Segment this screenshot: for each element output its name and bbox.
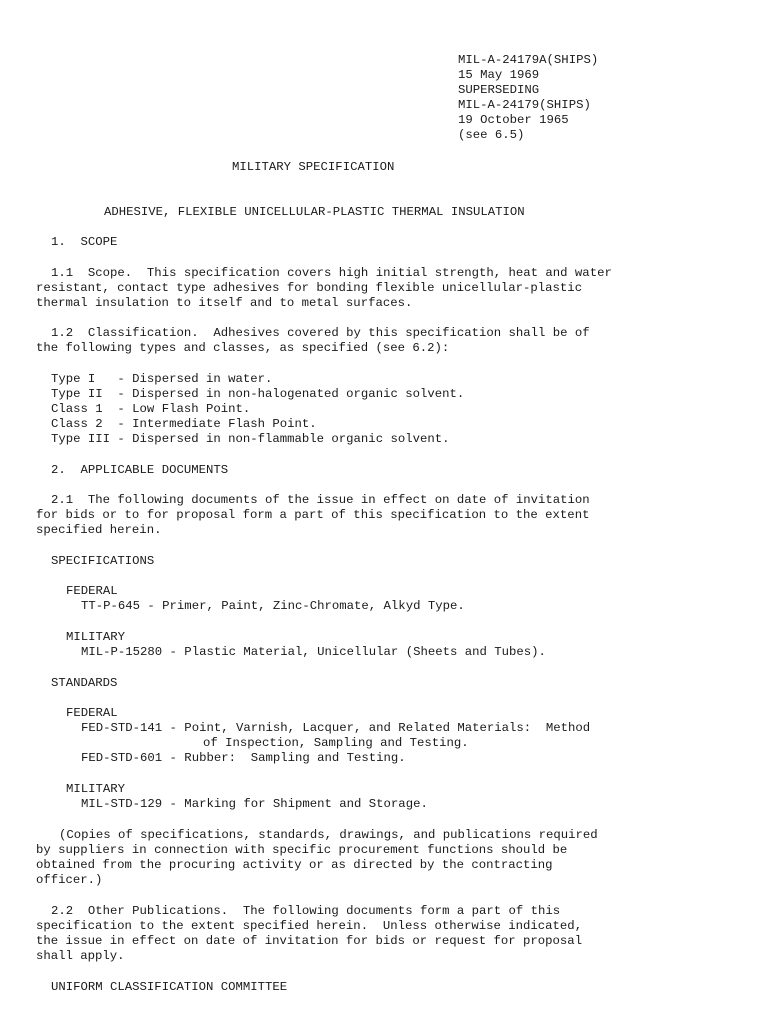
superseded-number: MIL-A-24179(SHIPS) [458,98,591,112]
see-note: (see 6.5) [458,128,525,142]
text-line: thermal insulation to itself and to metal surfaces. [36,296,413,310]
text-line: 1.2 Classification. Adhesives covered by this specification shall be of [51,326,590,340]
text-line: the following types and classes, as specified (see 6.2): [36,341,450,355]
text-line: shall apply. [36,949,125,963]
list-item: Type II - Dispersed in non-halogenated organic solvent. [51,387,465,401]
text-line: resistant, contact type adhesives for bonding flexible unicellular-plastic [36,281,583,295]
text-line: for bids or to for proposal form a part of this specification to the extent [36,508,590,522]
military-label: MILITARY [66,782,126,796]
reference-tt-p-645: TT-P-645 - Primer, Paint, Zinc-Chromate, Alkyd Type. [81,599,465,613]
federal-label: FEDERAL [66,584,118,598]
list-item: Type I - Dispersed in water. [51,372,273,386]
doc-title: ADHESIVE, FLEXIBLE UNICELLULAR-PLASTIC THERMAL INSULATION [104,205,525,219]
ucc-heading: UNIFORM CLASSIFICATION COMMITTEE [51,980,288,994]
section-1-heading: 1. SCOPE [51,235,118,249]
reference-mil-p-15280: MIL-P-15280 - Plastic Material, Unicellular (Sheets and Tubes). [81,645,546,659]
text-line: specification to the extent specified herein. Unless otherwise indicated, [36,919,583,933]
reference-mil-std-129: MIL-STD-129 - Marking for Shipment and Storage. [81,797,428,811]
text-line: specified herein. [36,523,162,537]
section-2-heading: 2. APPLICABLE DOCUMENTS [51,463,229,477]
reference-fed-std-141: FED-STD-141 - Point, Varnish, Lacquer, and Related Materials: Method [81,721,591,735]
military-label: MILITARY [66,630,126,644]
reference-fed-std-141-cont: of Inspection, Sampling and Testing. [203,736,469,750]
doc-type: MILITARY SPECIFICATION [232,160,395,174]
specifications-heading: SPECIFICATIONS [51,554,155,568]
text-line: obtained from the procuring activity or as directed by the contracting [36,858,553,872]
doc-number: MIL-A-24179A(SHIPS) [458,53,599,67]
list-item: Type III - Dispersed in non-flammable organic solvent. [51,432,450,446]
text-line: 2.1 The following documents of the issue in effect on date of invitation [51,493,590,507]
text-line: officer.) [36,873,103,887]
reference-fed-std-601: FED-STD-601 - Rubber: Sampling and Testing. [81,751,406,765]
doc-date: 15 May 1969 [458,68,540,82]
superseded-date: 19 October 1965 [458,113,569,127]
text-line: (Copies of specifications, standards, drawings, and publications required [59,828,598,842]
list-item: Class 2 - Intermediate Flash Point. [51,417,317,431]
federal-label: FEDERAL [66,706,118,720]
text-line: by suppliers in connection with specific procurement functions should be [36,843,568,857]
text-line: 1.1 Scope. This specification covers high initial strength, heat and water [51,266,612,280]
text-line: the issue in effect on date of invitation for bids or request for proposal [36,934,583,948]
list-item: Class 1 - Low Flash Point. [51,402,251,416]
superseding-label: SUPERSEDING [458,83,540,97]
standards-heading: STANDARDS [51,676,118,690]
text-line: 2.2 Other Publications. The following documents form a part of this [51,904,561,918]
